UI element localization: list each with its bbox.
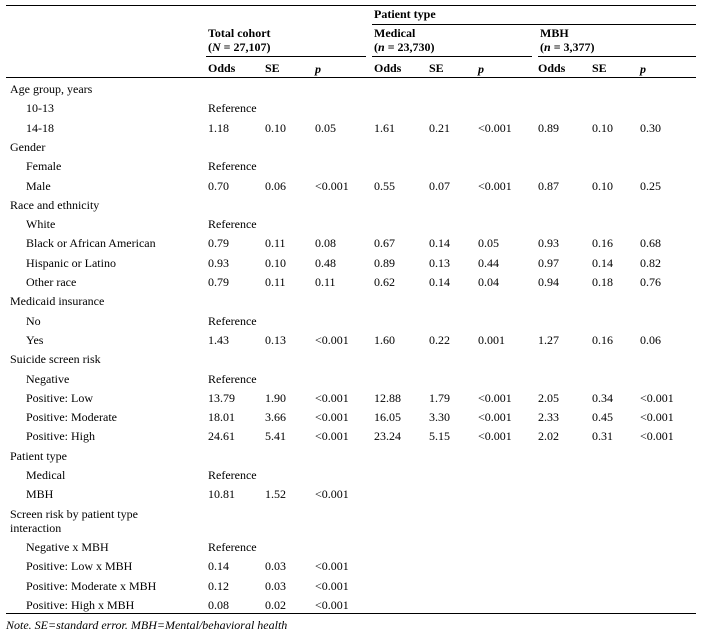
cell-p-medical: <0.001 (478, 410, 512, 424)
reference-cell: Reference (208, 159, 257, 173)
row-label: Female (26, 159, 62, 173)
row-label: Positive: High (26, 429, 96, 443)
cell-p-total: <0.001 (315, 559, 349, 573)
cell-odds-total: 13.79 (208, 391, 235, 405)
medical-n: (n = 23,730) (374, 40, 435, 54)
cell-p-total: <0.001 (315, 179, 349, 193)
cell-se-medical: 0.13 (429, 256, 450, 270)
cell-p-mbh: <0.001 (640, 391, 674, 405)
cell-odds-total: 1.18 (208, 121, 229, 135)
cell-se-medical: 1.79 (429, 391, 450, 405)
cell-se-mbh: 0.10 (592, 121, 613, 135)
cell-odds-total: 0.79 (208, 236, 229, 250)
cell-p-medical: 0.001 (478, 333, 505, 347)
cell-odds-mbh: 0.87 (538, 179, 559, 193)
cell-p-total: <0.001 (315, 579, 349, 593)
cell-p-medical: <0.001 (478, 429, 512, 443)
cell-se-medical: 5.15 (429, 429, 450, 443)
row-label: Medical (26, 468, 66, 482)
cell-odds-total: 0.08 (208, 598, 229, 612)
cell-odds-mbh: 2.33 (538, 410, 559, 424)
cell-p-total: <0.001 (315, 333, 349, 347)
cell-odds-mbh: 2.02 (538, 429, 559, 443)
header-bottom-rule (6, 77, 696, 78)
row-label: Black or African American (26, 236, 156, 250)
reference-cell: Reference (208, 217, 257, 231)
cell-se-total: 0.02 (265, 598, 286, 612)
cell-p-medical: <0.001 (478, 121, 512, 135)
cell-odds-mbh: 1.27 (538, 333, 559, 347)
cell-se-medical: 0.14 (429, 236, 450, 250)
cell-se-mbh: 0.31 (592, 429, 613, 443)
mbh-heading: MBH (540, 26, 569, 40)
cell-p-medical: <0.001 (478, 179, 512, 193)
cell-odds-medical: 0.55 (374, 179, 395, 193)
cell-se-total: 0.11 (265, 275, 286, 289)
row-label: Other race (26, 275, 77, 289)
cell-odds-medical: 0.89 (374, 256, 395, 270)
cell-p-medical: <0.001 (478, 391, 512, 405)
cell-p-total: 0.48 (315, 256, 336, 270)
cell-p-medical: 0.04 (478, 275, 499, 289)
row-label: 14-18 (26, 121, 54, 135)
col-odds-medical: Odds (374, 61, 402, 75)
reference-cell: Reference (208, 314, 257, 328)
cell-se-total: 0.11 (265, 236, 286, 250)
section-label: Patient type (10, 449, 67, 463)
cell-odds-medical: 0.62 (374, 275, 395, 289)
cell-se-mbh: 0.18 (592, 275, 613, 289)
cell-odds-medical: 12.88 (374, 391, 401, 405)
section-label: Race and ethnicity (10, 198, 100, 212)
cell-odds-mbh: 0.89 (538, 121, 559, 135)
cell-odds-total: 0.70 (208, 179, 229, 193)
row-label: Yes (26, 333, 44, 347)
col-p-medical: p (478, 62, 484, 76)
cell-p-total: 0.08 (315, 236, 336, 250)
group-underline-mbh (538, 56, 696, 57)
cell-se-mbh: 0.16 (592, 236, 613, 250)
row-label: Positive: Low x MBH (26, 559, 133, 573)
cell-se-total: 0.06 (265, 179, 286, 193)
cell-odds-total: 18.01 (208, 410, 235, 424)
cell-odds-total: 0.14 (208, 559, 229, 573)
cell-se-total: 1.52 (265, 487, 286, 501)
cell-p-mbh: <0.001 (640, 429, 674, 443)
cell-se-mbh: 0.34 (592, 391, 613, 405)
cell-odds-total: 0.93 (208, 256, 229, 270)
cell-se-medical: 3.30 (429, 410, 450, 424)
section-label: Screen risk by patient type (10, 507, 138, 521)
cell-se-total: 0.13 (265, 333, 286, 347)
top-rule (6, 5, 696, 6)
cell-se-medical: 0.22 (429, 333, 450, 347)
row-label: Positive: High x MBH (26, 598, 135, 612)
cell-p-total: <0.001 (315, 391, 349, 405)
col-se-mbh: SE (592, 61, 607, 75)
cell-p-mbh: 0.82 (640, 256, 661, 270)
cell-se-medical: 0.07 (429, 179, 450, 193)
cell-se-total: 3.66 (265, 410, 286, 424)
section-label: Gender (10, 140, 46, 154)
cell-p-total: 0.11 (315, 275, 336, 289)
cell-odds-mbh: 0.94 (538, 275, 559, 289)
cell-odds-mbh: 2.05 (538, 391, 559, 405)
cell-se-medical: 0.21 (429, 121, 450, 135)
col-p-total: p (315, 62, 321, 76)
cell-se-mbh: 0.14 (592, 256, 613, 270)
reference-cell: Reference (208, 372, 257, 386)
cell-odds-medical: 0.67 (374, 236, 395, 250)
section-label-continued: interaction (10, 521, 62, 535)
patient-type-heading: Patient type (374, 7, 436, 21)
cell-p-total: 0.05 (315, 121, 336, 135)
cell-p-mbh: 0.30 (640, 121, 661, 135)
col-odds-total: Odds (208, 61, 236, 75)
row-label: Male (26, 179, 51, 193)
row-label: Hispanic or Latino (26, 256, 116, 270)
section-label: Age group, years (10, 82, 93, 96)
cell-se-total: 1.90 (265, 391, 286, 405)
reference-cell: Reference (208, 540, 257, 554)
col-se-total: SE (265, 61, 280, 75)
cell-se-medical: 0.14 (429, 275, 450, 289)
cell-p-total: <0.001 (315, 429, 349, 443)
row-label: No (26, 314, 41, 328)
cell-odds-mbh: 0.93 (538, 236, 559, 250)
table-note: Note. SE=standard error. MBH=Mental/behavioral health (6, 618, 288, 632)
cell-odds-medical: 23.24 (374, 429, 401, 443)
mbh-n: (n = 3,377) (540, 40, 595, 54)
col-p-mbh: p (640, 62, 646, 76)
total-cohort-n: (N = 27,107) (208, 40, 271, 54)
cell-odds-total: 10.81 (208, 487, 235, 501)
cell-se-mbh: 0.16 (592, 333, 613, 347)
cell-p-medical: 0.05 (478, 236, 499, 250)
cell-se-total: 0.03 (265, 559, 286, 573)
group-underline-medical (372, 56, 532, 57)
cell-se-mbh: 0.45 (592, 410, 613, 424)
col-se-medical: SE (429, 61, 444, 75)
cell-odds-medical: 1.61 (374, 121, 395, 135)
cell-p-mbh: 0.06 (640, 333, 661, 347)
reference-cell: Reference (208, 101, 257, 115)
patient-type-underline (372, 24, 696, 25)
row-label: Positive: Moderate (26, 410, 117, 424)
reference-cell: Reference (208, 468, 257, 482)
group-underline-total (206, 56, 366, 57)
section-label: Medicaid insurance (10, 294, 105, 308)
bottom-rule (6, 613, 696, 614)
cell-p-total: <0.001 (315, 410, 349, 424)
row-label: MBH (26, 487, 54, 501)
cell-odds-mbh: 0.97 (538, 256, 559, 270)
total-cohort-heading: Total cohort (208, 26, 271, 40)
cell-se-mbh: 0.10 (592, 179, 613, 193)
cell-p-mbh: 0.68 (640, 236, 661, 250)
cell-odds-medical: 16.05 (374, 410, 401, 424)
medical-heading: Medical (374, 26, 416, 40)
cell-odds-total: 0.79 (208, 275, 229, 289)
row-label: Negative x MBH (26, 540, 109, 554)
cell-se-total: 0.03 (265, 579, 286, 593)
cell-se-total: 0.10 (265, 121, 286, 135)
section-label: Suicide screen risk (10, 352, 101, 366)
cell-p-mbh: 0.25 (640, 179, 661, 193)
cell-se-total: 0.10 (265, 256, 286, 270)
cell-odds-total: 0.12 (208, 579, 229, 593)
cell-p-medical: 0.44 (478, 256, 499, 270)
cell-p-mbh: <0.001 (640, 410, 674, 424)
row-label: White (26, 217, 56, 231)
cell-se-total: 5.41 (265, 429, 286, 443)
col-odds-mbh: Odds (538, 61, 566, 75)
cell-p-total: <0.001 (315, 598, 349, 612)
row-label: Positive: Low (26, 391, 94, 405)
row-label: Negative (26, 372, 70, 386)
row-label: Positive: Moderate x MBH (26, 579, 157, 593)
cell-odds-total: 24.61 (208, 429, 235, 443)
cell-p-total: <0.001 (315, 487, 349, 501)
row-label: 10-13 (26, 101, 54, 115)
cell-odds-total: 1.43 (208, 333, 229, 347)
cell-p-mbh: 0.76 (640, 275, 661, 289)
cell-odds-medical: 1.60 (374, 333, 395, 347)
